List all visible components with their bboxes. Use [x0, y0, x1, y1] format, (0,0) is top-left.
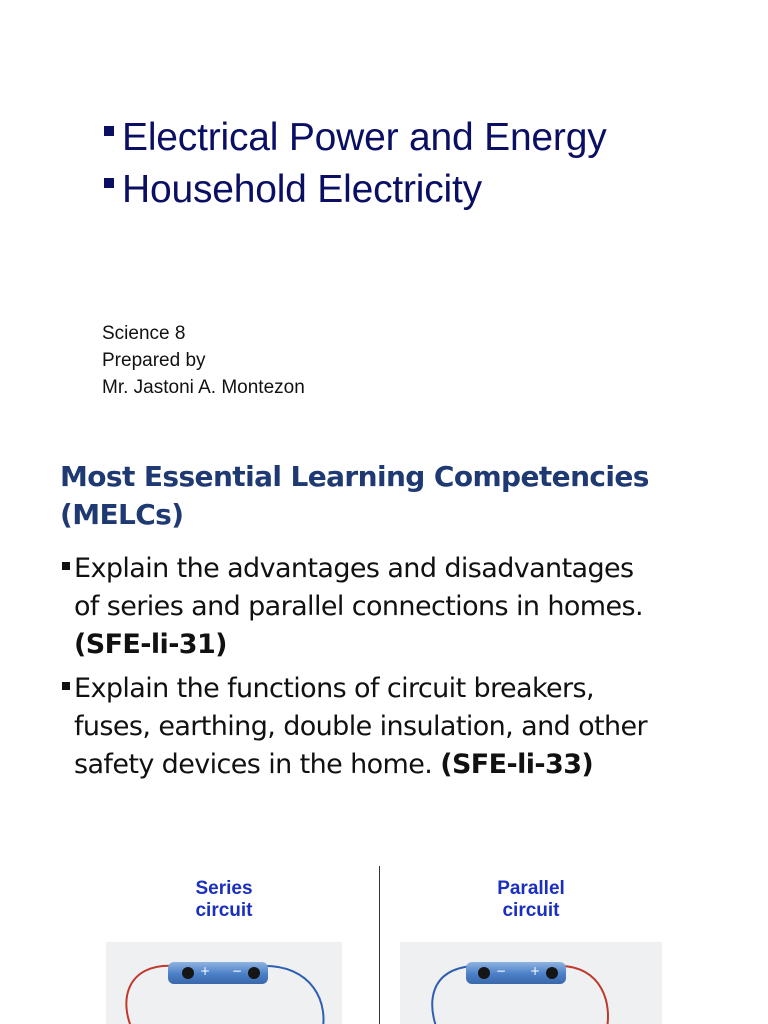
melc-text-line: fuses, earthing, double insulation, and other — [74, 711, 648, 742]
melc-item — [60, 550, 760, 664]
battery-image — [168, 962, 268, 984]
melc-slide — [0, 430, 768, 850]
subject-line: Science 8 — [102, 323, 186, 344]
melc-code: (SFE-li-33) — [440, 749, 594, 780]
parallel-circuit-photo — [400, 942, 662, 1024]
battery-image — [466, 962, 566, 984]
minus-sign: − — [232, 964, 243, 978]
melc-heading-line: (MELCs) — [60, 498, 184, 531]
melc-item — [60, 670, 760, 784]
melc-text-line: Explain the advantages and disadvantages — [74, 553, 634, 584]
author-line: Mr. Jastoni A. Montezon — [102, 377, 305, 398]
melc-text-fragment: safety devices in the home. — [74, 749, 433, 780]
melc-heading-line: Most Essential Learning Competencies — [60, 460, 649, 493]
panel-title-line: circuit — [502, 900, 560, 921]
title-slide — [0, 0, 768, 430]
prepared-by-line: Prepared by — [102, 350, 206, 371]
title-item — [104, 112, 607, 164]
terminal-icon — [248, 967, 260, 979]
plus-sign: + — [530, 964, 541, 978]
square-bullet-icon — [104, 126, 114, 136]
square-bullet-icon — [62, 562, 70, 570]
terminal-icon — [182, 967, 194, 979]
title-text: Electrical Power and Energy — [122, 116, 607, 159]
melc-text-line — [74, 746, 760, 784]
terminal-icon — [546, 967, 558, 979]
series-circuit-photo — [106, 942, 342, 1024]
melc-text-line: Explain the functions of circuit breakers, — [74, 673, 594, 704]
title-list — [104, 112, 607, 216]
byline — [102, 320, 305, 401]
circuit-slide — [0, 860, 768, 1024]
square-bullet-icon — [104, 178, 114, 188]
panel-title-line: circuit — [195, 900, 253, 921]
title-text: Household Electricity — [122, 168, 482, 211]
minus-sign: − — [496, 964, 507, 978]
title-item — [104, 164, 607, 216]
panel-title-line: Series — [195, 878, 253, 899]
melc-list — [60, 550, 760, 790]
series-circuit-panel — [106, 868, 342, 1024]
divider-line — [379, 866, 380, 1024]
plus-sign: + — [200, 964, 211, 978]
parallel-circuit-panel — [400, 868, 662, 1024]
melc-heading — [60, 458, 740, 534]
melc-text-line: of series and parallel connections in homes. — [74, 591, 643, 622]
melc-code: (SFE-li-31) — [74, 629, 227, 660]
panel-title-line: Parallel — [497, 878, 565, 899]
terminal-icon — [478, 967, 490, 979]
parallel-circuit-title — [400, 878, 662, 922]
series-circuit-title — [106, 878, 342, 922]
square-bullet-icon — [62, 682, 70, 690]
